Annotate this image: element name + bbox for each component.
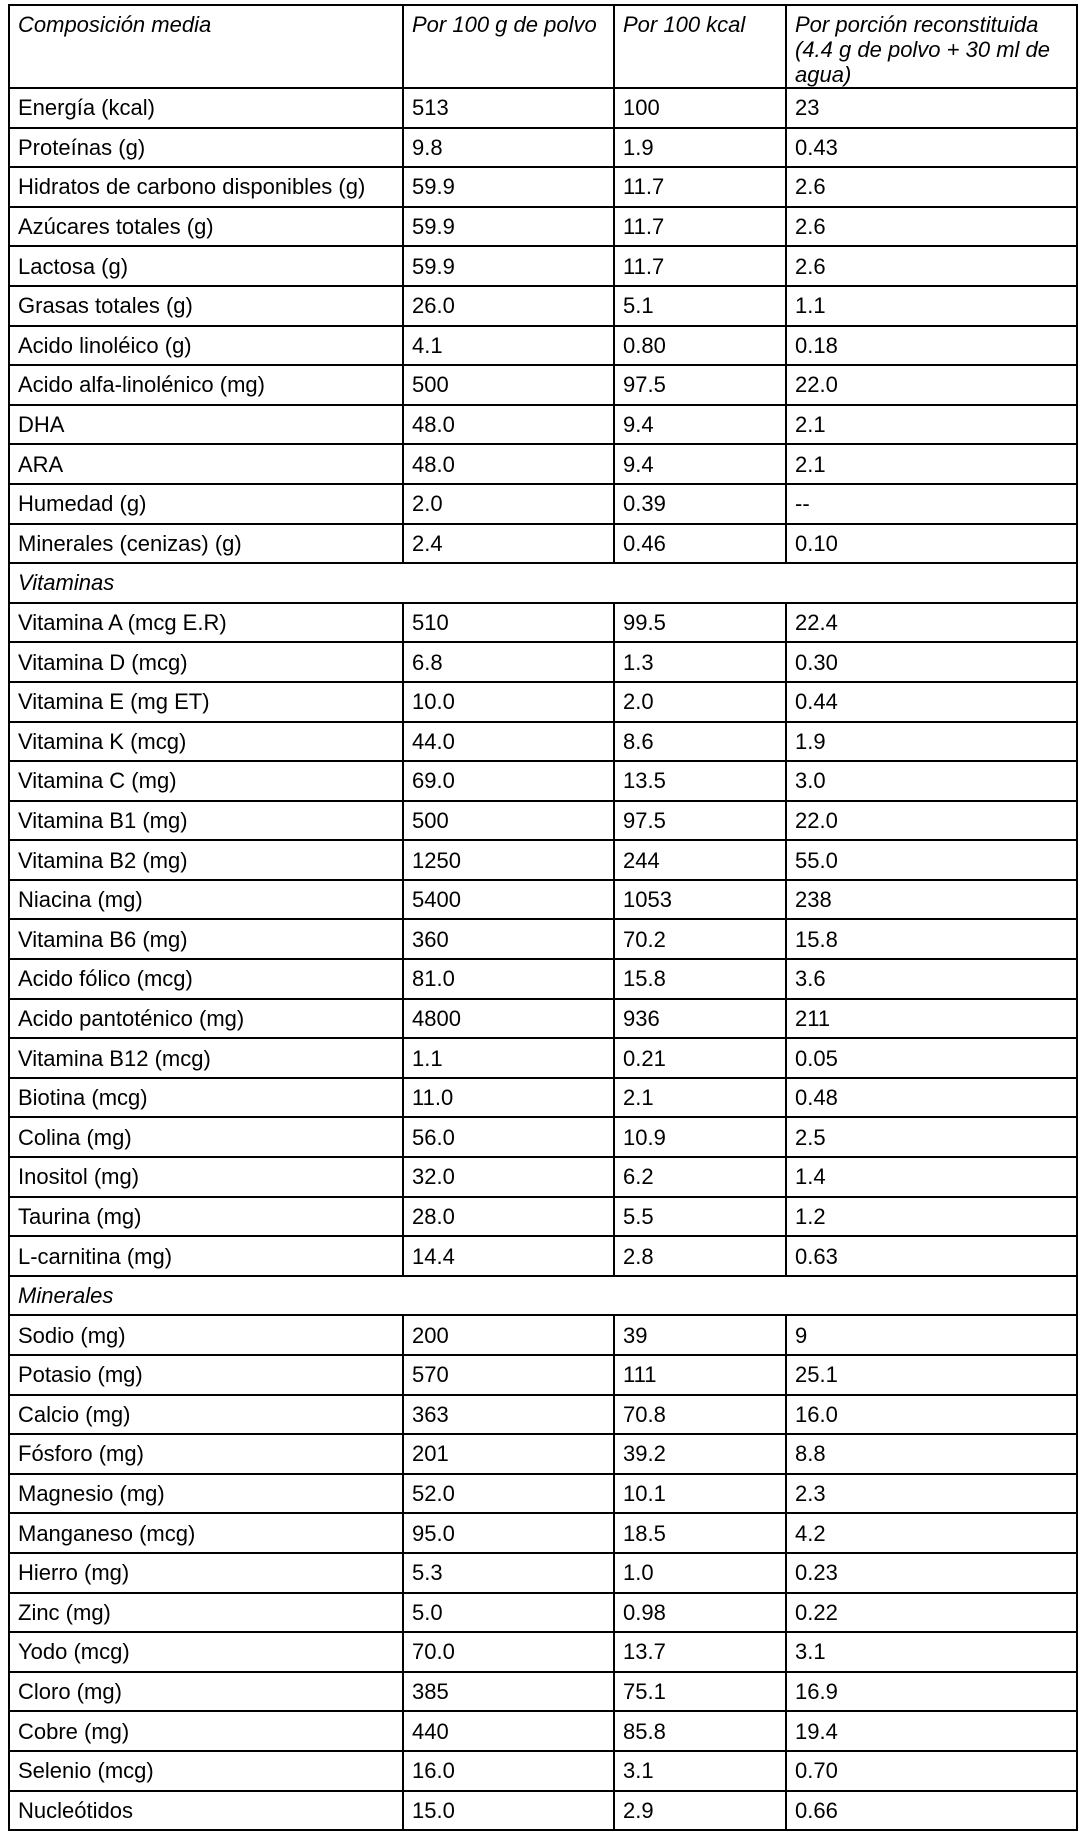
per-100kcal-cell: 0.80 — [614, 326, 786, 366]
per-portion-cell: 2.6 — [786, 246, 1077, 286]
nutrient-name-cell: Potasio (mg) — [9, 1355, 403, 1395]
table-row — [9, 1197, 1077, 1237]
per-100kcal-cell: 1.3 — [614, 642, 786, 682]
nutrient-name-cell: ARA — [9, 444, 403, 484]
per-100g-powder-cell: 5.3 — [403, 1553, 614, 1593]
per-100kcal-cell: 100 — [614, 88, 786, 128]
nutrient-name-cell: Vitamina B6 (mg) — [9, 919, 403, 959]
per-100g-powder-cell: 15.0 — [403, 1791, 614, 1831]
table-row — [9, 919, 1077, 959]
nutrient-name-cell: Taurina (mg) — [9, 1197, 403, 1237]
nutrient-name-cell: Grasas totales (g) — [9, 286, 403, 326]
table-row — [9, 761, 1077, 801]
table-row — [9, 246, 1077, 286]
per-portion-cell: 0.66 — [786, 1791, 1077, 1831]
table-row — [9, 128, 1077, 168]
nutrient-name-cell: Sodio (mg) — [9, 1315, 403, 1355]
per-portion-cell: 2.1 — [786, 444, 1077, 484]
per-portion-cell: 238 — [786, 880, 1077, 920]
nutrient-name-cell: Lactosa (g) — [9, 246, 403, 286]
nutrient-name-cell: Vitamina B1 (mg) — [9, 801, 403, 841]
per-100kcal-cell: 2.8 — [614, 1236, 786, 1276]
nutrient-name-cell: DHA — [9, 405, 403, 445]
nutrient-name-cell: Inositol (mg) — [9, 1157, 403, 1197]
per-100g-powder-cell: 16.0 — [403, 1751, 614, 1791]
per-100kcal-cell: 97.5 — [614, 801, 786, 841]
per-portion-cell: 1.1 — [786, 286, 1077, 326]
per-100g-powder-cell: 2.0 — [403, 484, 614, 524]
per-100g-powder-cell: 56.0 — [403, 1117, 614, 1157]
per-portion-cell: 16.9 — [786, 1672, 1077, 1712]
nutrient-name-cell: Calcio (mg) — [9, 1395, 403, 1435]
per-100kcal-cell: 99.5 — [614, 603, 786, 643]
per-portion-cell: 1.9 — [786, 722, 1077, 762]
nutrient-name-cell: Vitamina E (mg ET) — [9, 682, 403, 722]
per-100g-powder-cell: 1.1 — [403, 1038, 614, 1078]
per-100kcal-cell: 0.21 — [614, 1038, 786, 1078]
per-portion-cell: 3.1 — [786, 1632, 1077, 1672]
nutrient-name-cell: Azúcares totales (g) — [9, 207, 403, 247]
per-100g-powder-cell: 5.0 — [403, 1593, 614, 1633]
per-100kcal-cell: 9.4 — [614, 405, 786, 445]
table-row — [9, 1038, 1077, 1078]
per-100kcal-cell: 0.39 — [614, 484, 786, 524]
per-100kcal-cell: 11.7 — [614, 207, 786, 247]
per-100g-powder-cell: 32.0 — [403, 1157, 614, 1197]
table-row — [9, 959, 1077, 999]
nutrient-name-cell: Minerales (cenizas) (g) — [9, 524, 403, 564]
per-100kcal-cell: 2.1 — [614, 1078, 786, 1118]
table-row — [9, 484, 1077, 524]
per-100g-powder-cell: 52.0 — [403, 1474, 614, 1514]
nutrient-name-cell: Acido alfa-linolénico (mg) — [9, 365, 403, 405]
per-100g-powder-cell: 59.9 — [403, 167, 614, 207]
header-per-100g-powder: Por 100 g de polvo — [403, 5, 614, 88]
per-100kcal-cell: 111 — [614, 1355, 786, 1395]
table-row — [9, 603, 1077, 643]
per-portion-cell: 55.0 — [786, 840, 1077, 880]
table-row — [9, 405, 1077, 445]
table-row — [9, 1315, 1077, 1355]
nutrient-name-cell: Proteínas (g) — [9, 128, 403, 168]
per-100g-powder-cell: 500 — [403, 365, 614, 405]
per-100kcal-cell: 10.1 — [614, 1474, 786, 1514]
section-label: Vitaminas — [9, 563, 1077, 603]
per-100kcal-cell: 15.8 — [614, 959, 786, 999]
per-100g-powder-cell: 513 — [403, 88, 614, 128]
per-portion-cell: 0.44 — [786, 682, 1077, 722]
header-per-reconstituted-portion: Por porción reconstituida (4.4 g de polvo + 30 ml de agua) — [786, 5, 1077, 88]
per-100g-powder-cell: 70.0 — [403, 1632, 614, 1672]
nutrient-name-cell: Vitamina K (mcg) — [9, 722, 403, 762]
per-100g-powder-cell: 500 — [403, 801, 614, 841]
nutrient-name-cell: Manganeso (mcg) — [9, 1513, 403, 1553]
per-portion-cell: 3.0 — [786, 761, 1077, 801]
section-header-row — [9, 1276, 1077, 1316]
table-row — [9, 207, 1077, 247]
per-100kcal-cell: 9.4 — [614, 444, 786, 484]
per-portion-cell: 22.0 — [786, 801, 1077, 841]
table-row — [9, 840, 1077, 880]
per-100g-powder-cell: 6.8 — [403, 642, 614, 682]
per-100kcal-cell: 0.98 — [614, 1593, 786, 1633]
per-portion-cell: 0.23 — [786, 1553, 1077, 1593]
table-row — [9, 88, 1077, 128]
per-100g-powder-cell: 9.8 — [403, 128, 614, 168]
per-100kcal-cell: 70.2 — [614, 919, 786, 959]
table-row — [9, 1117, 1077, 1157]
nutrient-name-cell: Magnesio (mg) — [9, 1474, 403, 1514]
table-row — [9, 722, 1077, 762]
nutrient-name-cell: Yodo (mcg) — [9, 1632, 403, 1672]
table-row — [9, 1474, 1077, 1514]
per-portion-cell: 2.6 — [786, 167, 1077, 207]
per-100g-powder-cell: 4.1 — [403, 326, 614, 366]
section-label: Minerales — [9, 1276, 1077, 1316]
per-100kcal-cell: 39 — [614, 1315, 786, 1355]
per-100kcal-cell: 3.1 — [614, 1751, 786, 1791]
nutrient-name-cell: Niacina (mg) — [9, 880, 403, 920]
table-row — [9, 326, 1077, 366]
per-100kcal-cell: 97.5 — [614, 365, 786, 405]
nutrition-composition-table — [8, 4, 1078, 1831]
nutrient-name-cell: L-carnitina (mg) — [9, 1236, 403, 1276]
per-portion-cell: 0.43 — [786, 128, 1077, 168]
table-row — [9, 642, 1077, 682]
table-row — [9, 801, 1077, 841]
per-100kcal-cell: 0.46 — [614, 524, 786, 564]
per-100g-powder-cell: 360 — [403, 919, 614, 959]
table-row — [9, 444, 1077, 484]
per-100g-powder-cell: 48.0 — [403, 405, 614, 445]
nutrient-name-cell: Selenio (mcg) — [9, 1751, 403, 1791]
nutrient-name-cell: Biotina (mcg) — [9, 1078, 403, 1118]
nutrient-name-cell: Vitamina D (mcg) — [9, 642, 403, 682]
per-100g-powder-cell: 201 — [403, 1434, 614, 1474]
per-100kcal-cell: 13.7 — [614, 1632, 786, 1672]
per-portion-cell: 0.05 — [786, 1038, 1077, 1078]
per-100kcal-cell: 6.2 — [614, 1157, 786, 1197]
table-row — [9, 365, 1077, 405]
section-header-row — [9, 563, 1077, 603]
per-portion-cell: 16.0 — [786, 1395, 1077, 1435]
per-portion-cell: -- — [786, 484, 1077, 524]
per-100kcal-cell: 39.2 — [614, 1434, 786, 1474]
table-header-row — [9, 5, 1077, 88]
nutrient-name-cell: Hidratos de carbono disponibles (g) — [9, 167, 403, 207]
per-100kcal-cell: 2.0 — [614, 682, 786, 722]
per-100kcal-cell: 85.8 — [614, 1711, 786, 1751]
table-row — [9, 999, 1077, 1039]
table-row — [9, 1434, 1077, 1474]
nutrient-name-cell: Hierro (mg) — [9, 1553, 403, 1593]
per-100kcal-cell: 2.9 — [614, 1791, 786, 1831]
nutrient-name-cell: Vitamina B12 (mcg) — [9, 1038, 403, 1078]
table-row — [9, 1672, 1077, 1712]
per-100kcal-cell: 11.7 — [614, 167, 786, 207]
table-row — [9, 1395, 1077, 1435]
per-100g-powder-cell: 440 — [403, 1711, 614, 1751]
table-row — [9, 1593, 1077, 1633]
per-portion-cell: 0.22 — [786, 1593, 1077, 1633]
per-portion-cell: 23 — [786, 88, 1077, 128]
table-row — [9, 1078, 1077, 1118]
per-portion-cell: 9 — [786, 1315, 1077, 1355]
per-100g-powder-cell: 2.4 — [403, 524, 614, 564]
per-100kcal-cell: 18.5 — [614, 1513, 786, 1553]
table-row — [9, 1513, 1077, 1553]
per-100g-powder-cell: 26.0 — [403, 286, 614, 326]
table-row — [9, 524, 1077, 564]
per-100kcal-cell: 11.7 — [614, 246, 786, 286]
table-row — [9, 1711, 1077, 1751]
nutrient-name-cell: Vitamina A (mcg E.R) — [9, 603, 403, 643]
nutrient-name-cell: Acido linoléico (g) — [9, 326, 403, 366]
per-100kcal-cell: 5.5 — [614, 1197, 786, 1237]
per-portion-cell: 15.8 — [786, 919, 1077, 959]
table-body — [9, 88, 1077, 1830]
per-portion-cell: 0.30 — [786, 642, 1077, 682]
per-portion-cell: 2.5 — [786, 1117, 1077, 1157]
table-row — [9, 1553, 1077, 1593]
per-portion-cell: 2.3 — [786, 1474, 1077, 1514]
table-row — [9, 880, 1077, 920]
nutrient-name-cell: Humedad (g) — [9, 484, 403, 524]
per-portion-cell: 3.6 — [786, 959, 1077, 999]
per-100g-powder-cell: 1250 — [403, 840, 614, 880]
nutrient-name-cell: Acido fólico (mcg) — [9, 959, 403, 999]
table-row — [9, 1791, 1077, 1831]
table-row — [9, 167, 1077, 207]
per-100g-powder-cell: 10.0 — [403, 682, 614, 722]
nutrient-name-cell: Nucleótidos — [9, 1791, 403, 1831]
nutrient-name-cell: Fósforo (mg) — [9, 1434, 403, 1474]
per-portion-cell: 1.2 — [786, 1197, 1077, 1237]
table-row — [9, 682, 1077, 722]
per-portion-cell: 0.10 — [786, 524, 1077, 564]
table-row — [9, 1632, 1077, 1672]
table-row — [9, 1751, 1077, 1791]
per-100kcal-cell: 244 — [614, 840, 786, 880]
per-portion-cell: 25.1 — [786, 1355, 1077, 1395]
per-100kcal-cell: 936 — [614, 999, 786, 1039]
per-100g-powder-cell: 95.0 — [403, 1513, 614, 1553]
per-portion-cell: 2.1 — [786, 405, 1077, 445]
per-100g-powder-cell: 510 — [403, 603, 614, 643]
table-row — [9, 286, 1077, 326]
per-100g-powder-cell: 28.0 — [403, 1197, 614, 1237]
per-portion-cell: 2.6 — [786, 207, 1077, 247]
per-100kcal-cell: 13.5 — [614, 761, 786, 801]
nutrient-name-cell: Zinc (mg) — [9, 1593, 403, 1633]
per-100kcal-cell: 1.9 — [614, 128, 786, 168]
per-100kcal-cell: 1053 — [614, 880, 786, 920]
per-portion-cell: 22.0 — [786, 365, 1077, 405]
per-portion-cell: 0.18 — [786, 326, 1077, 366]
nutrient-name-cell: Vitamina C (mg) — [9, 761, 403, 801]
header-composition: Composición media — [9, 5, 403, 88]
table-row — [9, 1157, 1077, 1197]
header-per-100kcal: Por 100 kcal — [614, 5, 786, 88]
per-100g-powder-cell: 570 — [403, 1355, 614, 1395]
per-100g-powder-cell: 59.9 — [403, 207, 614, 247]
per-100kcal-cell: 70.8 — [614, 1395, 786, 1435]
per-portion-cell: 0.48 — [786, 1078, 1077, 1118]
table-row — [9, 1355, 1077, 1395]
per-100g-powder-cell: 44.0 — [403, 722, 614, 762]
nutrient-name-cell: Acido pantoténico (mg) — [9, 999, 403, 1039]
per-portion-cell: 0.70 — [786, 1751, 1077, 1791]
per-portion-cell: 4.2 — [786, 1513, 1077, 1553]
nutrient-name-cell: Vitamina B2 (mg) — [9, 840, 403, 880]
nutrient-name-cell: Cloro (mg) — [9, 1672, 403, 1712]
per-100g-powder-cell: 5400 — [403, 880, 614, 920]
per-100g-powder-cell: 385 — [403, 1672, 614, 1712]
per-portion-cell: 8.8 — [786, 1434, 1077, 1474]
per-100g-powder-cell: 11.0 — [403, 1078, 614, 1118]
per-100kcal-cell: 8.6 — [614, 722, 786, 762]
per-100g-powder-cell: 200 — [403, 1315, 614, 1355]
per-100g-powder-cell: 363 — [403, 1395, 614, 1435]
per-portion-cell: 22.4 — [786, 603, 1077, 643]
per-100g-powder-cell: 4800 — [403, 999, 614, 1039]
nutrient-name-cell: Cobre (mg) — [9, 1711, 403, 1751]
per-portion-cell: 0.63 — [786, 1236, 1077, 1276]
per-100kcal-cell: 1.0 — [614, 1553, 786, 1593]
nutrient-name-cell: Colina (mg) — [9, 1117, 403, 1157]
per-100kcal-cell: 10.9 — [614, 1117, 786, 1157]
table-row — [9, 1236, 1077, 1276]
per-100g-powder-cell: 14.4 — [403, 1236, 614, 1276]
per-portion-cell: 1.4 — [786, 1157, 1077, 1197]
per-100g-powder-cell: 81.0 — [403, 959, 614, 999]
per-100kcal-cell: 5.1 — [614, 286, 786, 326]
nutrient-name-cell: Energía (kcal) — [9, 88, 403, 128]
per-100g-powder-cell: 69.0 — [403, 761, 614, 801]
per-portion-cell: 19.4 — [786, 1711, 1077, 1751]
per-100g-powder-cell: 48.0 — [403, 444, 614, 484]
per-100kcal-cell: 75.1 — [614, 1672, 786, 1712]
per-portion-cell: 211 — [786, 999, 1077, 1039]
per-100g-powder-cell: 59.9 — [403, 246, 614, 286]
